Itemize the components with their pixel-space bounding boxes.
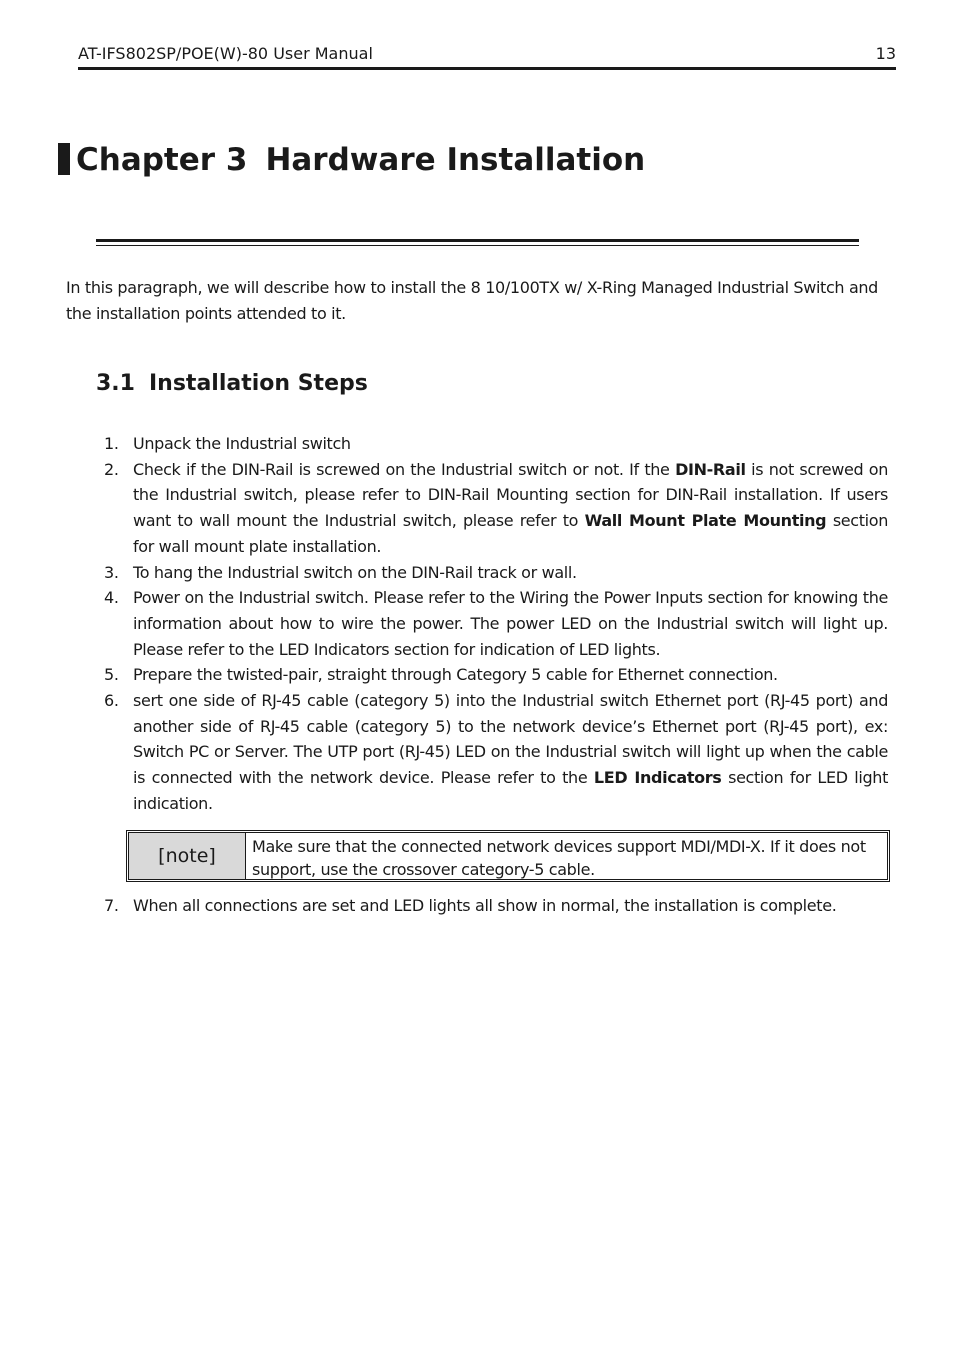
list-item [96,893,888,919]
step-text: Prepare the twisted-pair, straight through Category 5 cable for Ethernet connection. [133,665,778,685]
note-box [126,830,890,882]
section-title: Installation Steps [148,371,368,396]
installation-steps-list-continued [96,893,888,919]
step-bold-term: DIN-Rail [675,459,746,479]
step-number: 4. [104,588,119,608]
step-text: is not screwed on the Industrial switch, please refer to DIN-Rail Mounting section for DIN-Rail installation. If users want to wall mount the Industrial switch, please refer to [133,459,889,531]
chapter-number: Chapter 3 [76,142,248,178]
manual-title: AT-IFS802SP/POE(W)-80 User Manual [78,44,373,63]
step-text: sert one side of RJ-45 cable (category 5) into the Industrial switch Ethernet port (RJ-45 port) and another side of RJ-45 cable (category 5) to the network device’s Ethernet port (RJ-45 port), ex: Switch PC or Server. The UTP port (RJ-45) LED on the Industrial switch will light up when the cable is connected with the network device. Please refer to the [133,691,888,788]
chapter-marker-bar [58,143,70,175]
step-number: 3. [104,562,119,582]
step-text: Unpack the Industrial switch [133,434,351,453]
step-number: 7. [104,896,119,915]
note-text: Make sure that the connected network devices support MDI/MDI-X. If it does not support, use the crossover category-5 cable. [252,837,866,879]
step-text: section for LED light indication. [133,768,888,813]
step-bold-term: LED Indicators [593,768,722,788]
list-item [96,585,888,662]
chapter-rule-thin [96,245,859,246]
list-item [96,431,888,457]
list-item [96,560,888,586]
step-number: 2. [104,459,119,479]
step-number: 1. [104,434,119,453]
step-text: When all connections are set and LED lights all show in normal, the installation is complete. [133,896,837,915]
installation-steps-list [96,431,888,817]
step-text: section for wall mount plate installation. [133,511,888,556]
note-label: [note] [129,833,246,879]
chapter-title: Hardware Installation [265,142,646,178]
list-item [96,688,888,817]
chapter-rule-thick [96,239,859,242]
step-text: Power on the Industrial switch. Please refer to the Wiring the Power Inputs section for knowing the information about how to wire the power. The power LED on the Industrial switch will light up. Please refer to the LED Indicators section for indication of LED lights. [133,588,888,659]
list-item [96,457,888,560]
step-text: Check if the DIN-Rail is screwed on the Industrial switch or not. If the [133,459,676,479]
step-number: 6. [104,691,119,711]
page-header [78,44,896,64]
section-number: 3.1 [96,371,135,396]
step-bold-term: Wall Mount Plate Mounting [584,511,827,531]
list-item [96,662,888,688]
header-rule [78,67,896,70]
page-number: 13 [875,44,896,63]
section-heading [96,369,368,399]
intro-paragraph: In this paragraph, we will describe how to install the 8 10/100TX w/ X-Ring Managed Industrial Switch and the installation points attended to it. [66,278,878,323]
step-number: 5. [104,665,119,685]
chapter-heading [58,140,645,180]
step-text: To hang the Industrial switch on the DIN-Rail track or wall. [133,562,577,582]
